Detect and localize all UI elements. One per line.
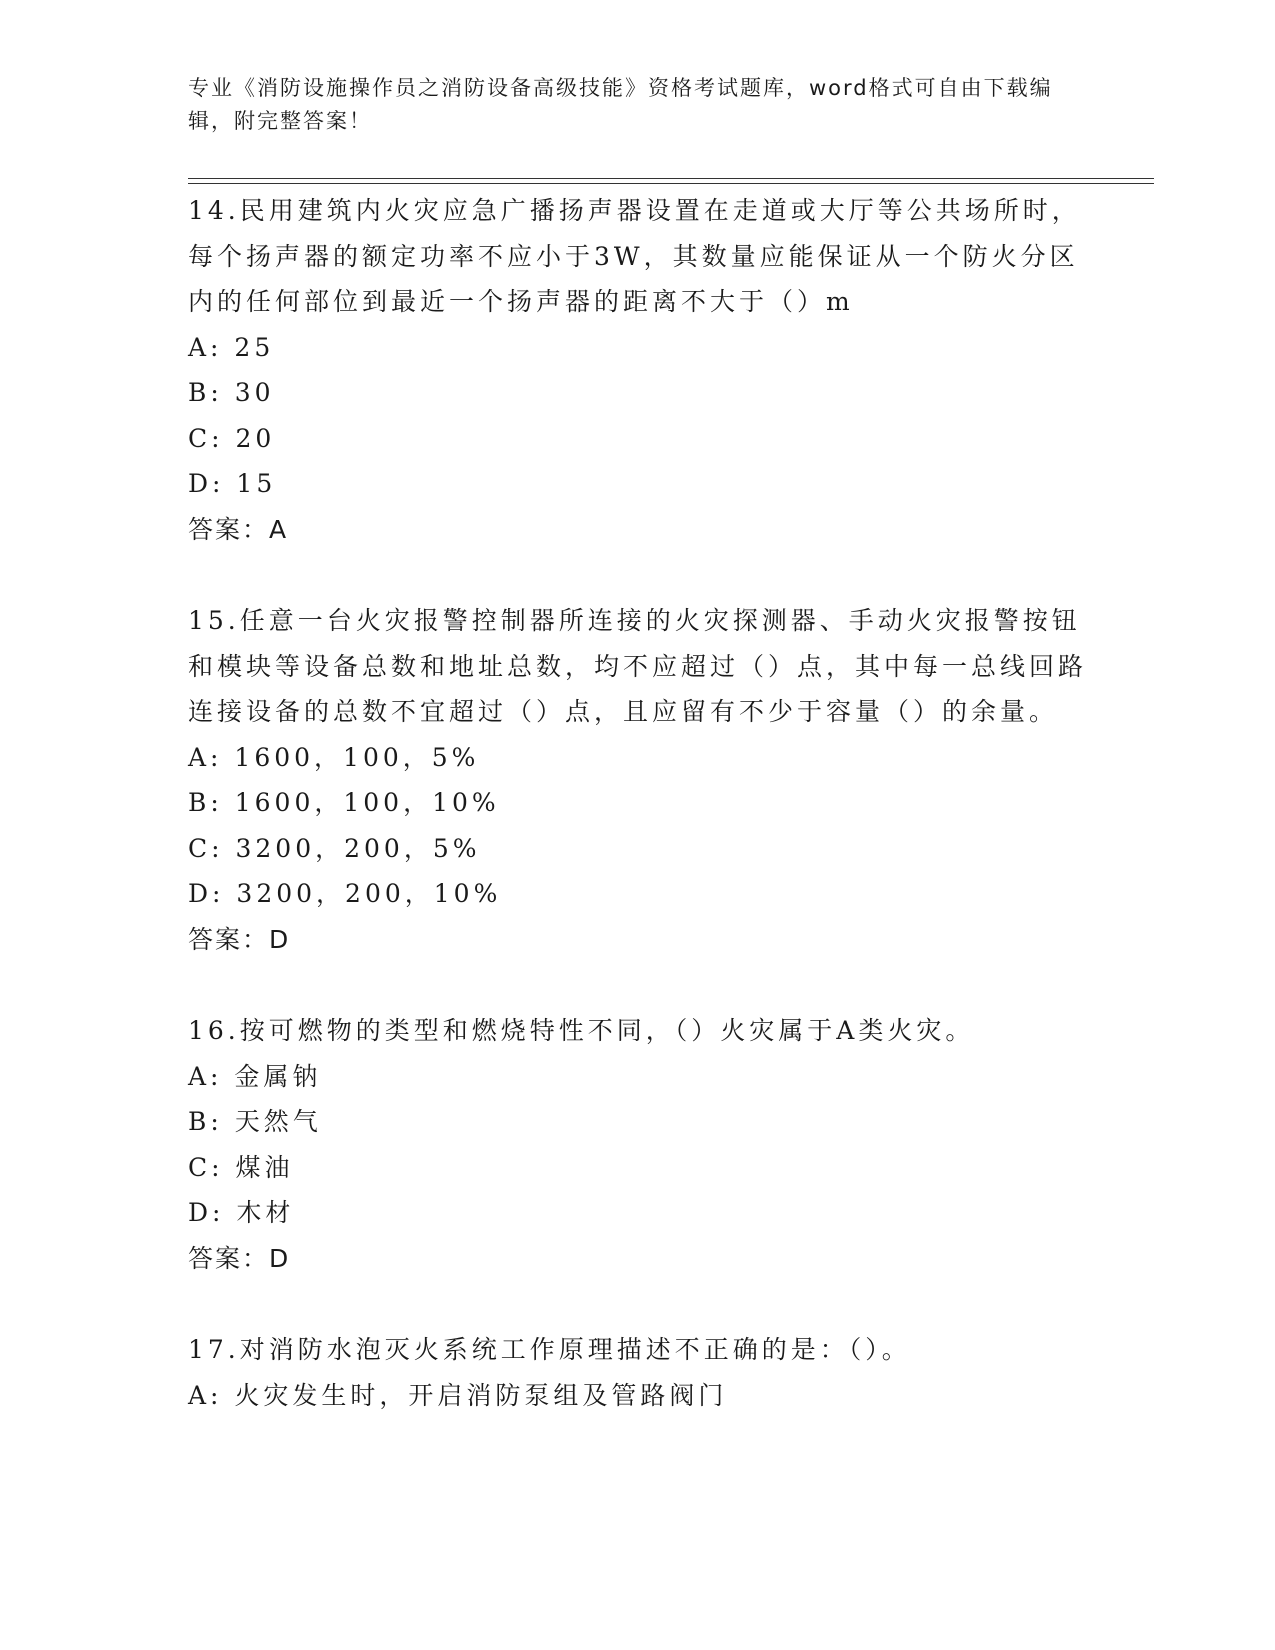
question-text: 14.民用建筑内火灾应急广播扬声器设置在走道或大厅等公共场所时，每个扬声器的额定功率不应小于3W，其数量应能保证从一个防火分区内的任何部位到最近一个扬声器的距离不大于（）m [188, 196, 1081, 316]
question-text: 15.任意一台火灾报警控制器所连接的火灾探测器、手动火灾报警按钮和模块等设备总数和地址总数，均不应超过（）点，其中每一总线回路连接设备的总数不宜超过（）点，且应留有不少于容量（）的余量。 [188, 606, 1088, 726]
question-text: 17.对消防水泡灭火系统工作原理描述不正确的是：（）。 [188, 1335, 911, 1364]
option-b: B: 30 [188, 378, 275, 407]
question-14 [188, 188, 1088, 552]
option-d: D: 木材 [188, 1198, 295, 1227]
answer: 答案：A [188, 514, 289, 544]
option-a: A: 火灾发生时，开启消防泵组及管路阀门 [188, 1380, 728, 1410]
question-17 [188, 1327, 1088, 1418]
option-d: D: 3200，200，10% [188, 879, 502, 908]
question-15 [188, 598, 1088, 962]
header-divider-bottom [188, 183, 1154, 184]
option-a: A: 25 [188, 332, 275, 362]
option-d: D: 15 [188, 469, 277, 498]
answer: 答案：D [188, 924, 291, 954]
answer: 答案：D [188, 1243, 291, 1273]
option-a: A: 金属钠 [188, 1061, 322, 1091]
question-16 [188, 1008, 1088, 1281]
option-c: C: 20 [188, 423, 276, 453]
option-b: B: 1600，100，10% [188, 788, 500, 817]
option-b: B: 天然气 [188, 1107, 322, 1136]
option-c: C: 煤油 [188, 1152, 294, 1182]
question-spacer [188, 962, 1088, 1008]
question-text: 16.按可燃物的类型和燃烧特性不同，（）火灾属于A类火灾。 [188, 1016, 975, 1045]
document-header: 专业《消防设施操作员之消防设备高级技能》资格考试题库，word格式可自由下载编辑，附完整答案！ [188, 76, 1053, 133]
header-divider-top [188, 178, 1154, 179]
question-list [188, 188, 1088, 1418]
option-c: C: 3200，200，5% [188, 833, 481, 863]
option-a: A: 1600，100，5% [188, 742, 480, 772]
question-spacer [188, 1281, 1088, 1327]
question-spacer [188, 552, 1088, 598]
